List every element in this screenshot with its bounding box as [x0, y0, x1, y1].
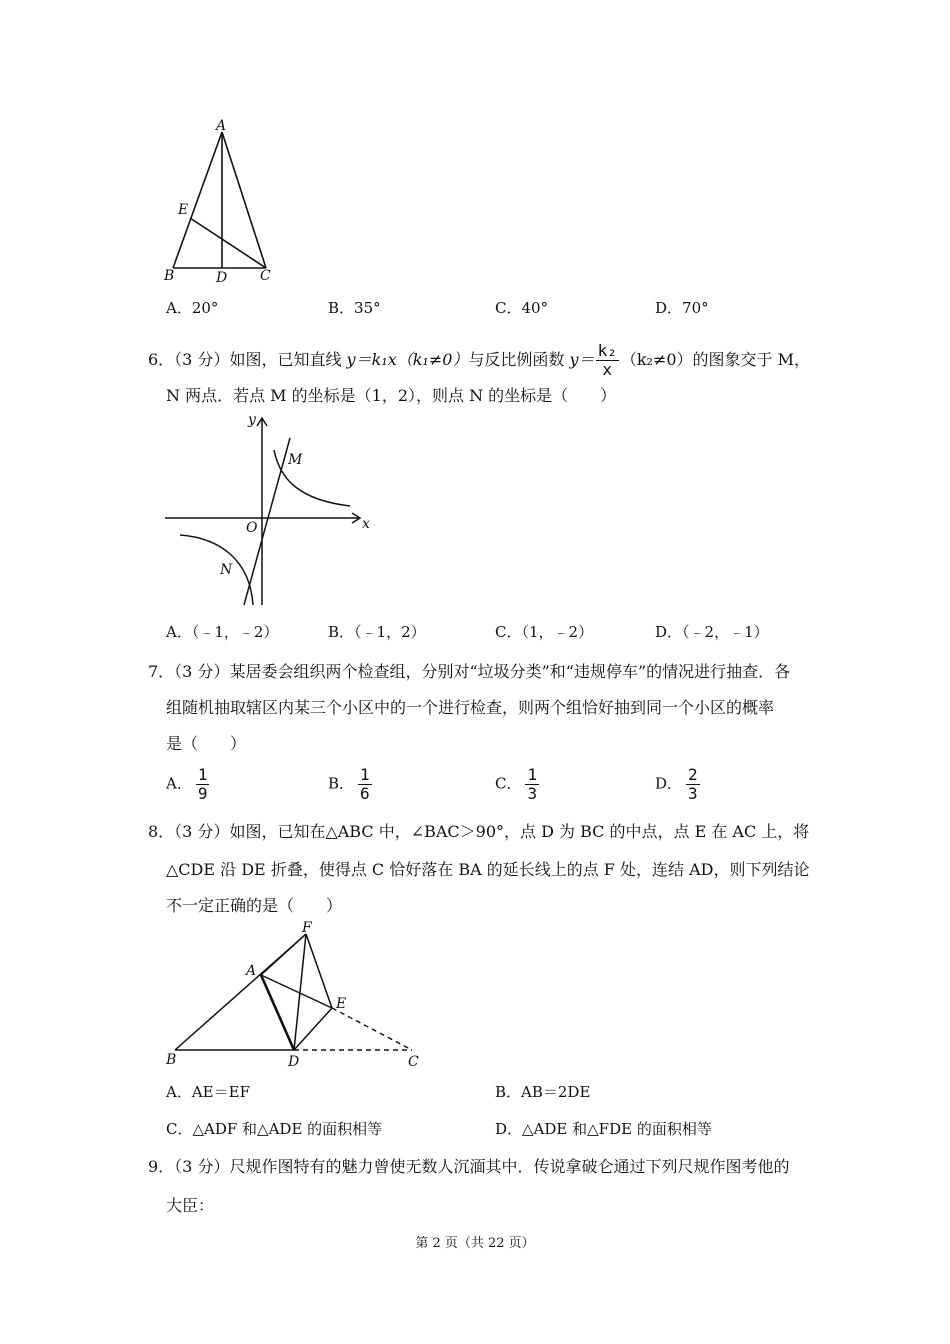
label-D: D: [288, 1054, 300, 1070]
q7-c-num: 1: [527, 765, 538, 784]
label-A: A: [246, 963, 257, 979]
q6-frac-den: x: [602, 360, 613, 379]
label-C: C: [260, 268, 271, 284]
q6-fraction: [596, 342, 619, 379]
q7-b-label: B．: [328, 774, 355, 793]
q7-line1: 7．（3 分）某居委会组织两个检查组，分别对“垃圾分类”和“违规停车”的情况进行抽查．各: [148, 662, 791, 681]
label-N: N: [220, 562, 233, 578]
label-A: A: [216, 118, 227, 134]
q8-line3: 不一定正确的是（ ）: [166, 896, 343, 915]
q6-line2: N 两点．若点 M 的坐标是（1，2），则点 N 的坐标是（ ）: [166, 386, 617, 405]
q6-frac-num: k₂: [597, 341, 617, 360]
q7-a-den: 9: [197, 784, 208, 803]
q9-line1: 9．（3 分）尺规作图特有的魅力曾使无数人沉湎其中．传说拿破仑通过下列尺规作图考他的: [148, 1157, 790, 1176]
label-F: F: [302, 920, 312, 936]
q6-option-b: B．（﹣1，2）: [328, 623, 426, 641]
label-x: x: [362, 516, 370, 532]
q7-option-a: [166, 766, 209, 803]
q7-d-num: 2: [688, 765, 698, 784]
q7-d-den: 3: [688, 784, 698, 803]
q7-c-label: C．: [495, 774, 522, 793]
page-footer: 第 2 页（共 22 页）: [415, 1236, 535, 1251]
q8-option-d: D．△ADE 和△FDE 的面积相等: [495, 1120, 712, 1138]
q7-option-b: [328, 766, 372, 803]
q6-prefix: 6．（3 分）如图，已知直线: [148, 350, 347, 369]
label-y: y: [248, 412, 256, 428]
q6-mid: 与反比例函数: [468, 350, 570, 369]
q8-option-c: C．△ADF 和△ADE 的面积相等: [166, 1120, 383, 1138]
q7-b-den: 6: [360, 784, 370, 803]
q6-fn2-left: y＝: [569, 350, 595, 369]
q7-line2: 组随机抽取辖区内某三个小区中的一个进行检查，则两个组恰好抽到同一个小区的概率: [166, 698, 775, 717]
label-E: E: [178, 202, 189, 218]
q5-option-b: B．35°: [328, 299, 381, 317]
label-B: B: [164, 268, 175, 284]
q6-fn1: y＝k₁x（k₁≠0）: [346, 350, 469, 369]
q8-line1: 8．（3 分）如图，已知在△ABC 中，∠BAC＞90°，点 D 为 BC 的中点，点 E 在 AC 上，将: [148, 822, 810, 841]
q6-figure: [160, 410, 375, 610]
q7-line3: 是（ ）: [166, 734, 247, 753]
q8-line2: △CDE 沿 DE 折叠，使得点 C 恰好落在 BA 的延长线上的点 F 处，连结 AD，则下列结论: [166, 860, 810, 879]
label-B: B: [166, 1052, 177, 1068]
q6-option-d: D．（﹣2，﹣1）: [655, 623, 769, 641]
q6-option-a: A．（﹣1，﹣2）: [166, 623, 279, 641]
q5-option-c: C．40°: [495, 299, 549, 317]
label-M: M: [288, 452, 303, 468]
q7-c-den: 3: [527, 784, 538, 803]
q6-line1: [148, 342, 810, 379]
q9-line2: 大臣：: [166, 1196, 215, 1215]
label-O: O: [246, 520, 258, 536]
label-E: E: [336, 996, 347, 1012]
q6-option-c: C．（1，﹣2）: [495, 623, 594, 641]
q7-a-num: 1: [197, 765, 208, 784]
q5-option-a: A．20°: [166, 299, 219, 317]
q8-option-a: A．AE＝EF: [166, 1083, 250, 1101]
label-C: C: [408, 1054, 419, 1070]
q8-option-b: B．AB＝2DE: [495, 1083, 591, 1101]
q6-suffix: （k₂≠0）的图象交于 M，: [620, 350, 810, 369]
q5-figure: [160, 118, 290, 288]
q7-b-num: 1: [360, 765, 370, 784]
q7-option-d: [655, 766, 700, 803]
q7-d-label: D．: [655, 774, 683, 793]
q5-option-d: D．70°: [655, 299, 709, 317]
q8-figure: [160, 920, 430, 1075]
label-D: D: [216, 270, 228, 286]
q7-option-c: [495, 766, 539, 803]
q7-a-label: A．: [166, 774, 192, 793]
